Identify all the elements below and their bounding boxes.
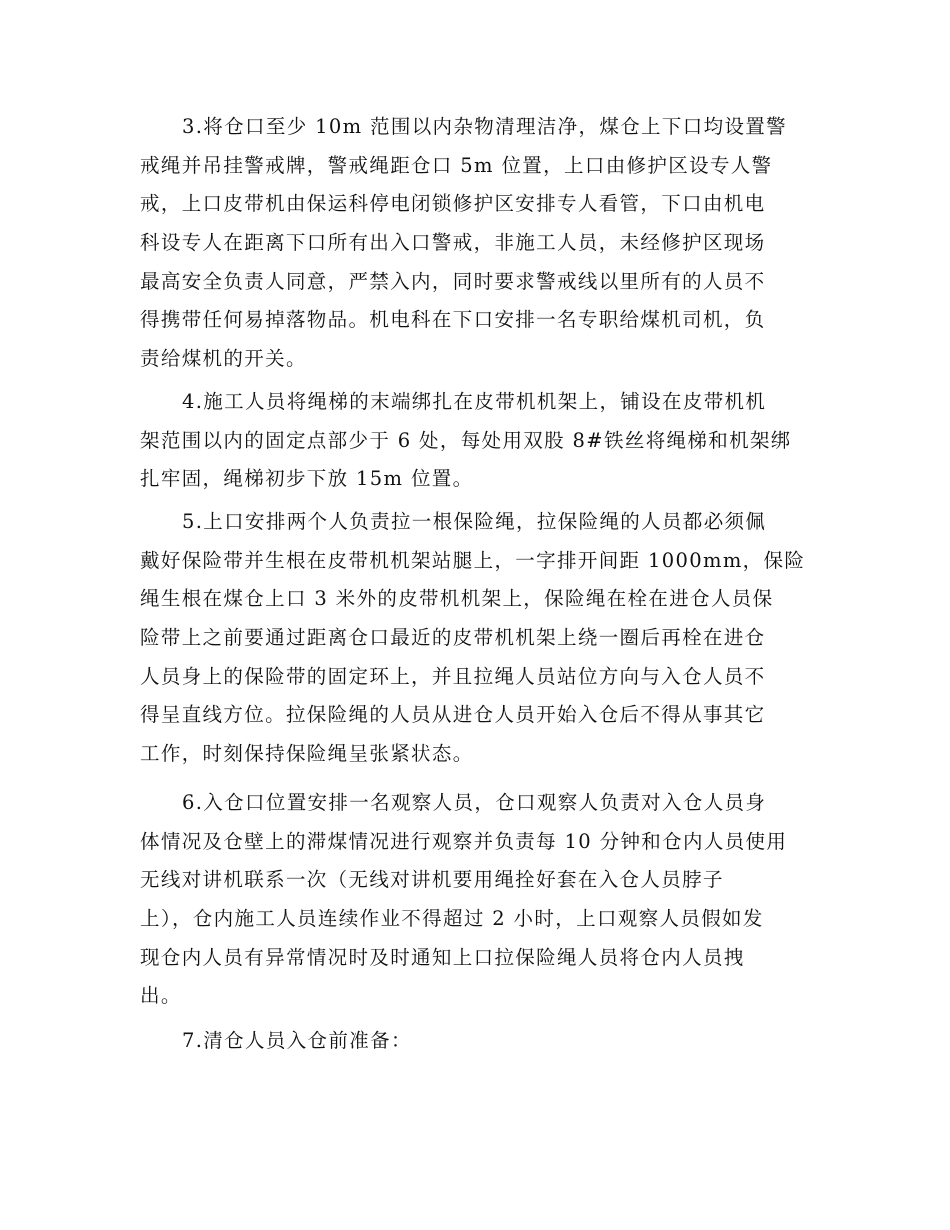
paragraph-line: 绳生根在煤仓上口 3 米外的皮带机机架上，保险绳在栓在进仓人员保	[140, 587, 774, 611]
paragraph-line: 5.上口安排两个人负责拉一根保险绳，拉保险绳的人员都必须佩	[182, 510, 767, 533]
paragraph-line: 得呈直线方位。拉保险绳的人员从进仓人员开始入仓后不得从事其它	[140, 703, 766, 727]
paragraph-5	[140, 503, 812, 774]
paragraph-line: 上），仓内施工人员连续作业不得超过 2 小时，上口观察人员假如发	[140, 907, 764, 931]
paragraph-line: 得携带任何易掉落物品。机电科在下口安排一名专职给煤机司机，负	[140, 308, 766, 332]
paragraph-line: 出。	[140, 984, 182, 1008]
paragraph-line: 现仓内人员有异常情况时及时通知上口拉保险绳人员将仓内人员拽	[140, 945, 745, 969]
paragraph-4	[140, 383, 812, 499]
paragraph-3	[140, 108, 812, 379]
paragraph-line: 3.将仓口至少 10m 范围以内杂物清理洁净，煤仓上下口均设置警	[182, 115, 788, 138]
paragraph-line: 体情况及仓壁上的滞煤情况进行观察并负责每 10 分钟和仓内人员使用	[140, 829, 788, 853]
paragraph-line: 责给煤机的开关。	[140, 347, 307, 371]
paragraph-line: 6.入仓口位置安排一名观察人员，仓口观察人负责对入仓人员身	[182, 791, 767, 814]
paragraph-7	[140, 1022, 812, 1061]
paragraph-line: 最高安全负责人同意，严禁入内，同时要求警戒线以里所有的人员不	[140, 269, 766, 293]
paragraph-line: 科设专人在距离下口所有出入口警戒，非施工人员，未经修护区现场	[140, 231, 766, 255]
paragraph-line: 人员身上的保险带的固定环上，并且拉绳人员站位方向与入仓人员不	[140, 664, 766, 688]
paragraph-line: 工作，时刻保持保险绳呈张紧状态。	[140, 742, 474, 766]
paragraph-line: 戒绳并吊挂警戒牌，警戒绳距仓口 5m 位置，上口由修护区设专人警	[140, 153, 773, 177]
paragraph-line: 险带上之前要通过距离仓口最近的皮带机机架上绕一圈后再栓在进仓	[140, 626, 766, 650]
paragraph-line: 架范围以内的固定点部少于 6 处，每处用双股 8#铁丝将绳梯和机架绑	[140, 428, 792, 452]
paragraph-line: 扎牢固，绳梯初步下放 15m 位置。	[140, 467, 474, 491]
paragraph-line: 戴好保险带并生根在皮带机机架站腿上，一字排开间距 1000mm，保险	[140, 548, 806, 572]
paragraph-line: 7.清仓人员入仓前准备：	[182, 1029, 412, 1052]
paragraph-6	[140, 784, 812, 1016]
paragraph-line: 4.施工人员将绳梯的末端绑扎在皮带机机架上，铺设在皮带机机	[182, 390, 767, 413]
paragraph-line: 戒，上口皮带机由保运科停电闭锁修护区安排专人看管，下口由机电	[140, 192, 766, 216]
paragraph-line: 无线对讲机联系一次（无线对讲机要用绳拴好套在入仓人员脖子	[140, 868, 724, 892]
